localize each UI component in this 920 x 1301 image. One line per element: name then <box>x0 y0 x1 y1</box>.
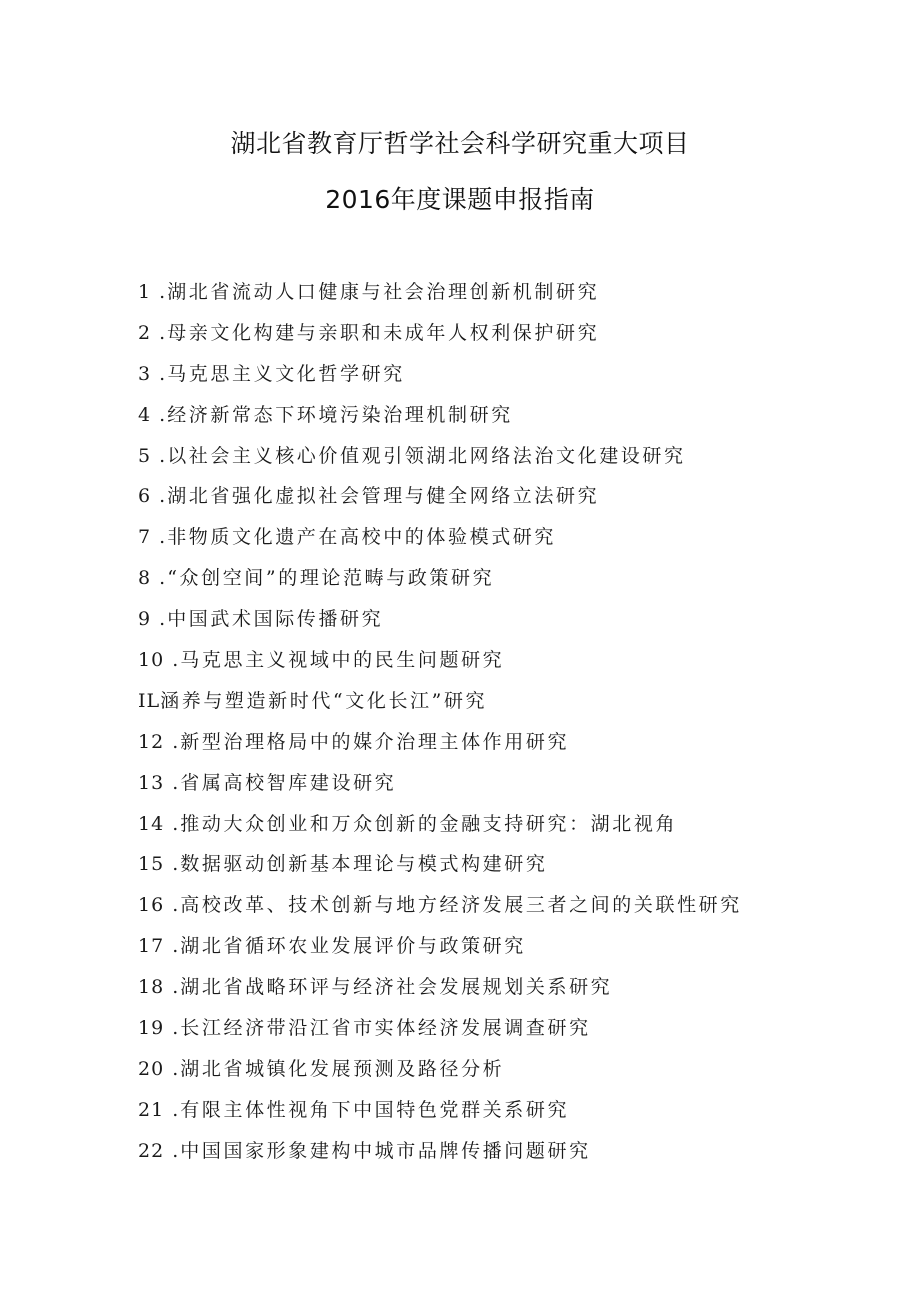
topic-text: 湖北省城镇化发展预测及路径分析 <box>180 1057 505 1080</box>
topic-number: 14 <box>138 812 165 835</box>
topic-separator: . <box>164 1139 181 1162</box>
topic-separator: . <box>151 485 168 508</box>
topic-number: 19 <box>138 1017 165 1040</box>
topic-number: IL <box>138 689 161 712</box>
topic-separator: . <box>164 894 181 917</box>
topic-item <box>138 318 742 359</box>
topic-number: 16 <box>138 894 165 917</box>
topic-text: 湖北省循环农业发展评价与政策研究 <box>180 935 526 958</box>
topic-text: 中国国家形象建构中城市品牌传播问题研究 <box>180 1139 591 1162</box>
topic-text: 有限主体性视角下中国特色党群关系研究 <box>180 1098 570 1121</box>
topic-number: 2 <box>138 321 152 344</box>
topic-number: 17 <box>138 935 165 958</box>
topic-number: 12 <box>138 730 165 753</box>
topic-item <box>138 1136 742 1177</box>
topic-text: 数据驱动创新基本理论与模式构建研究 <box>180 853 548 876</box>
topic-item <box>138 277 742 318</box>
topic-number: 22 <box>138 1139 165 1162</box>
topic-separator: . <box>164 935 181 958</box>
topic-text: “众创空间”的理论范畴与政策研究 <box>167 567 495 590</box>
topic-number: 8 <box>138 567 152 590</box>
topic-item <box>138 931 742 972</box>
topic-text: 涵养与塑造新时代“文化长江”研究 <box>160 689 488 712</box>
topic-item <box>138 1013 742 1054</box>
topic-item <box>138 400 742 441</box>
topic-text: 湖北省流动人口健康与社会治理创新机制研究 <box>167 281 600 303</box>
topic-separator: . <box>164 1098 181 1121</box>
topic-number: 5 <box>138 444 152 467</box>
document-title: 湖北省教育厅哲学社会科学研究重大项目 <box>230 129 690 158</box>
topic-number: 6 <box>138 485 152 508</box>
topic-number: 7 <box>138 526 152 549</box>
topic-item <box>138 1054 742 1095</box>
topic-number: 9 <box>138 608 152 631</box>
topic-text: 推动大众创业和万众创新的金融支持研究：湖北视角 <box>180 812 678 835</box>
topic-number: 18 <box>138 976 165 999</box>
topic-item <box>138 604 742 645</box>
topic-separator: . <box>151 444 168 467</box>
topic-item <box>138 359 742 400</box>
topic-item <box>138 890 742 931</box>
topic-separator: . <box>151 281 168 303</box>
topic-number: 20 <box>138 1057 165 1080</box>
topic-text: 省属高校智库建设研究 <box>180 771 397 794</box>
topic-item <box>138 809 742 850</box>
topic-text: 马克思主义视域中的民生问题研究 <box>180 649 505 672</box>
topic-separator: . <box>164 771 181 794</box>
topic-number: 10 <box>138 649 165 672</box>
topic-text: 湖北省强化虚拟社会管理与健全网络立法研究 <box>167 485 600 508</box>
topic-text: 以社会主义核心价值观引领湖北网络法治文化建设研究 <box>167 444 686 467</box>
topic-separator: . <box>164 812 181 835</box>
topic-item <box>138 972 742 1013</box>
topic-text: 长江经济带沿江省市实体经济发展调查研究 <box>180 1017 591 1040</box>
topic-text: 高校改革、技术创新与地方经济发展三者之间的关联性研究 <box>180 894 742 917</box>
topic-item <box>138 441 742 482</box>
topic-number: 21 <box>138 1098 165 1121</box>
topic-text: 马克思主义文化哲学研究 <box>167 362 405 385</box>
topic-separator: . <box>164 1057 181 1080</box>
topic-item <box>138 727 742 768</box>
topic-separator: . <box>151 526 168 549</box>
topic-separator: . <box>151 321 168 344</box>
topic-text: 湖北省战略环评与经济社会发展规划关系研究 <box>180 976 613 999</box>
topic-separator: . <box>151 608 168 631</box>
topic-separator: . <box>151 567 168 590</box>
topic-separator: . <box>164 1017 181 1040</box>
topic-text: 经济新常态下环境污染治理机制研究 <box>167 403 513 426</box>
topic-item <box>138 1095 742 1136</box>
topic-item <box>138 645 742 686</box>
topic-separator: . <box>164 976 181 999</box>
topic-text: 非物质文化遗产在高校中的体验模式研究 <box>167 526 556 549</box>
topic-text: 中国武术国际传播研究 <box>167 608 384 631</box>
topic-item <box>138 563 742 604</box>
topic-number: 1 <box>138 281 152 303</box>
topic-separator: . <box>164 649 181 672</box>
topic-text: 新型治理格局中的媒介治理主体作用研究 <box>180 730 570 753</box>
topic-separator: . <box>164 730 181 753</box>
topic-item <box>138 849 742 890</box>
topic-number: 13 <box>138 771 165 794</box>
topic-separator: . <box>151 362 168 385</box>
topic-item <box>138 686 742 727</box>
topic-item <box>138 481 742 522</box>
topic-separator: . <box>151 403 168 426</box>
topic-number: 15 <box>138 853 165 876</box>
topic-number: 4 <box>138 403 152 426</box>
topic-number: 3 <box>138 362 152 385</box>
topic-text: 母亲文化构建与亲职和未成年人权利保护研究 <box>167 321 600 344</box>
topic-list <box>138 277 742 1177</box>
topic-separator: . <box>164 853 181 876</box>
topic-item <box>138 768 742 809</box>
document-subtitle: 2016年度课题申报指南 <box>325 185 595 214</box>
topic-item <box>138 522 742 563</box>
